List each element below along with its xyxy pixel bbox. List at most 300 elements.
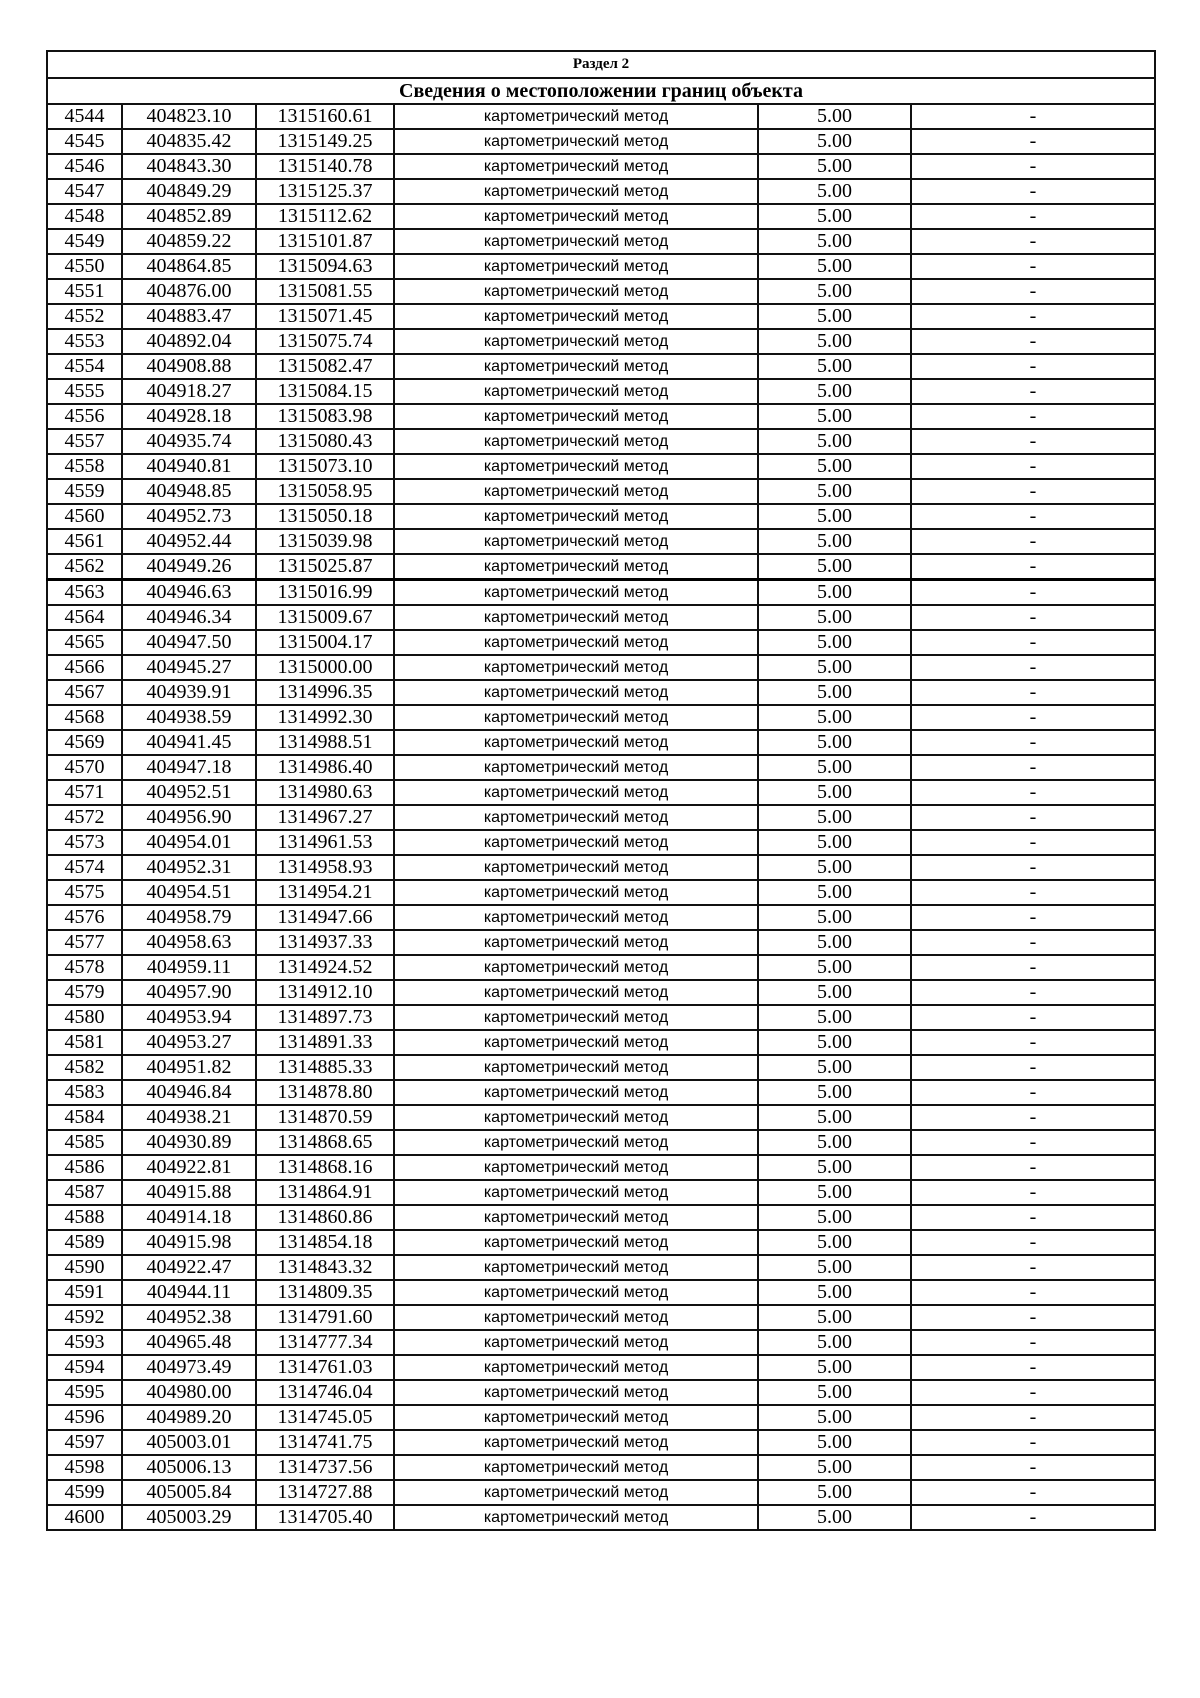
accuracy-cell: 5.00 <box>758 404 911 429</box>
point-number-cell: 4558 <box>47 454 122 479</box>
point-number-cell: 4579 <box>47 980 122 1005</box>
note-cell: - <box>911 254 1155 279</box>
accuracy-cell: 5.00 <box>758 104 911 129</box>
y-coordinate-cell: 1315071.45 <box>256 304 394 329</box>
x-coordinate-cell: 404958.63 <box>122 930 256 955</box>
y-coordinate-cell: 1314868.65 <box>256 1130 394 1155</box>
accuracy-cell: 5.00 <box>758 755 911 780</box>
table-row <box>47 880 1155 905</box>
y-coordinate-cell: 1314996.35 <box>256 680 394 705</box>
y-coordinate-cell: 1314868.16 <box>256 1155 394 1180</box>
note-cell: - <box>911 855 1155 880</box>
x-coordinate-cell: 404945.27 <box>122 655 256 680</box>
accuracy-cell: 5.00 <box>758 204 911 229</box>
y-coordinate-cell: 1314958.93 <box>256 855 394 880</box>
point-number-cell: 4582 <box>47 1055 122 1080</box>
accuracy-cell: 5.00 <box>758 705 911 730</box>
accuracy-cell: 5.00 <box>758 1030 911 1055</box>
table-row <box>47 955 1155 980</box>
x-coordinate-cell: 404938.59 <box>122 705 256 730</box>
accuracy-cell: 5.00 <box>758 1230 911 1255</box>
table-row <box>47 830 1155 855</box>
table-row <box>47 780 1155 805</box>
method-cell: картометрический метод <box>394 354 758 379</box>
y-coordinate-cell: 1315084.15 <box>256 379 394 404</box>
y-coordinate-cell: 1315025.87 <box>256 554 394 580</box>
method-cell: картометрический метод <box>394 1105 758 1130</box>
x-coordinate-cell: 404914.18 <box>122 1205 256 1230</box>
x-coordinate-cell: 404989.20 <box>122 1405 256 1430</box>
method-cell: картометрический метод <box>394 580 758 606</box>
accuracy-cell: 5.00 <box>758 129 911 154</box>
y-coordinate-cell: 1315009.67 <box>256 605 394 630</box>
method-cell: картометрический метод <box>394 1255 758 1280</box>
x-coordinate-cell: 404956.90 <box>122 805 256 830</box>
y-coordinate-cell: 1314878.80 <box>256 1080 394 1105</box>
y-coordinate-cell: 1314854.18 <box>256 1230 394 1255</box>
x-coordinate-cell: 405006.13 <box>122 1455 256 1480</box>
y-coordinate-cell: 1314864.91 <box>256 1180 394 1205</box>
y-coordinate-cell: 1314745.05 <box>256 1405 394 1430</box>
point-number-cell: 4570 <box>47 755 122 780</box>
accuracy-cell: 5.00 <box>758 379 911 404</box>
table-row <box>47 630 1155 655</box>
accuracy-cell: 5.00 <box>758 1380 911 1405</box>
table-row <box>47 329 1155 354</box>
table-row <box>47 1480 1155 1505</box>
point-number-cell: 4566 <box>47 655 122 680</box>
x-coordinate-cell: 404928.18 <box>122 404 256 429</box>
y-coordinate-cell: 1314737.56 <box>256 1455 394 1480</box>
note-cell: - <box>911 1355 1155 1380</box>
table-row <box>47 1130 1155 1155</box>
y-coordinate-cell: 1315125.37 <box>256 179 394 204</box>
point-number-cell: 4590 <box>47 1255 122 1280</box>
note-cell: - <box>911 354 1155 379</box>
table-row <box>47 554 1155 580</box>
table-row <box>47 1330 1155 1355</box>
point-number-cell: 4569 <box>47 730 122 755</box>
y-coordinate-cell: 1314885.33 <box>256 1055 394 1080</box>
table-row <box>47 1230 1155 1255</box>
table-row <box>47 1505 1155 1530</box>
method-cell: картометрический метод <box>394 1455 758 1480</box>
accuracy-cell: 5.00 <box>758 229 911 254</box>
table-row <box>47 254 1155 279</box>
accuracy-cell: 5.00 <box>758 1355 911 1380</box>
y-coordinate-cell: 1314860.86 <box>256 1205 394 1230</box>
y-coordinate-cell: 1314809.35 <box>256 1280 394 1305</box>
point-number-cell: 4594 <box>47 1355 122 1380</box>
table-row <box>47 404 1155 429</box>
point-number-cell: 4554 <box>47 354 122 379</box>
table-row <box>47 129 1155 154</box>
table-row <box>47 1430 1155 1455</box>
accuracy-cell: 5.00 <box>758 1130 911 1155</box>
accuracy-cell: 5.00 <box>758 930 911 955</box>
table-row <box>47 905 1155 930</box>
accuracy-cell: 5.00 <box>758 1480 911 1505</box>
accuracy-cell: 5.00 <box>758 1205 911 1230</box>
note-cell: - <box>911 1230 1155 1255</box>
method-cell: картометрический метод <box>394 1305 758 1330</box>
table-row <box>47 1380 1155 1405</box>
x-coordinate-cell: 404946.34 <box>122 605 256 630</box>
table-row <box>47 930 1155 955</box>
note-cell: - <box>911 1305 1155 1330</box>
note-cell: - <box>911 1330 1155 1355</box>
y-coordinate-cell: 1315075.74 <box>256 329 394 354</box>
x-coordinate-cell: 405003.29 <box>122 1505 256 1530</box>
x-coordinate-cell: 404952.51 <box>122 780 256 805</box>
accuracy-cell: 5.00 <box>758 955 911 980</box>
method-cell: картометрический метод <box>394 529 758 554</box>
point-number-cell: 4591 <box>47 1280 122 1305</box>
method-cell: картометрический метод <box>394 1155 758 1180</box>
table-row <box>47 304 1155 329</box>
method-cell: картометрический метод <box>394 980 758 1005</box>
point-number-cell: 4578 <box>47 955 122 980</box>
table-row <box>47 504 1155 529</box>
note-cell: - <box>911 680 1155 705</box>
x-coordinate-cell: 404835.42 <box>122 129 256 154</box>
x-coordinate-cell: 404849.29 <box>122 179 256 204</box>
table-row <box>47 1205 1155 1230</box>
note-cell: - <box>911 279 1155 304</box>
accuracy-cell: 5.00 <box>758 880 911 905</box>
note-cell: - <box>911 1455 1155 1480</box>
accuracy-cell: 5.00 <box>758 1255 911 1280</box>
note-cell: - <box>911 1055 1155 1080</box>
x-coordinate-cell: 404859.22 <box>122 229 256 254</box>
x-coordinate-cell: 404980.00 <box>122 1380 256 1405</box>
section-heading-row <box>47 78 1155 104</box>
note-cell: - <box>911 1030 1155 1055</box>
table-row <box>47 1280 1155 1305</box>
y-coordinate-cell: 1314986.40 <box>256 755 394 780</box>
x-coordinate-cell: 404935.74 <box>122 429 256 454</box>
y-coordinate-cell: 1314937.33 <box>256 930 394 955</box>
table-row <box>47 655 1155 680</box>
y-coordinate-cell: 1314761.03 <box>256 1355 394 1380</box>
method-cell: картометрический метод <box>394 955 758 980</box>
method-cell: картометрический метод <box>394 554 758 580</box>
table-row <box>47 1105 1155 1130</box>
table-row <box>47 755 1155 780</box>
note-cell: - <box>911 329 1155 354</box>
table-row <box>47 980 1155 1005</box>
table-row <box>47 1180 1155 1205</box>
point-number-cell: 4559 <box>47 479 122 504</box>
method-cell: картометрический метод <box>394 930 758 955</box>
table-row <box>47 454 1155 479</box>
y-coordinate-cell: 1314741.75 <box>256 1430 394 1455</box>
y-coordinate-cell: 1314912.10 <box>256 980 394 1005</box>
point-number-cell: 4568 <box>47 705 122 730</box>
note-cell: - <box>911 1130 1155 1155</box>
x-coordinate-cell: 404953.27 <box>122 1030 256 1055</box>
y-coordinate-cell: 1315140.78 <box>256 154 394 179</box>
accuracy-cell: 5.00 <box>758 1505 911 1530</box>
method-cell: картометрический метод <box>394 204 758 229</box>
method-cell: картометрический метод <box>394 1405 758 1430</box>
y-coordinate-cell: 1315016.99 <box>256 580 394 606</box>
method-cell: картометрический метод <box>394 479 758 504</box>
note-cell: - <box>911 154 1155 179</box>
x-coordinate-cell: 404952.44 <box>122 529 256 554</box>
x-coordinate-cell: 404954.01 <box>122 830 256 855</box>
point-number-cell: 4593 <box>47 1330 122 1355</box>
note-cell: - <box>911 1480 1155 1505</box>
method-cell: картометрический метод <box>394 1480 758 1505</box>
note-cell: - <box>911 1430 1155 1455</box>
table-row <box>47 529 1155 554</box>
y-coordinate-cell: 1315004.17 <box>256 630 394 655</box>
accuracy-cell: 5.00 <box>758 1105 911 1130</box>
note-cell: - <box>911 1405 1155 1430</box>
note-cell: - <box>911 1255 1155 1280</box>
table-row <box>47 1155 1155 1180</box>
accuracy-cell: 5.00 <box>758 1005 911 1030</box>
table-row <box>47 855 1155 880</box>
point-number-cell: 4552 <box>47 304 122 329</box>
point-number-cell: 4550 <box>47 254 122 279</box>
point-number-cell: 4548 <box>47 204 122 229</box>
accuracy-cell: 5.00 <box>758 554 911 580</box>
y-coordinate-cell: 1315000.00 <box>256 655 394 680</box>
table-row <box>47 104 1155 129</box>
note-cell: - <box>911 630 1155 655</box>
table-row <box>47 179 1155 204</box>
note-cell: - <box>911 655 1155 680</box>
point-number-cell: 4586 <box>47 1155 122 1180</box>
boundary-coordinates-table <box>46 50 1156 1531</box>
point-number-cell: 4561 <box>47 529 122 554</box>
accuracy-cell: 5.00 <box>758 580 911 606</box>
x-coordinate-cell: 404876.00 <box>122 279 256 304</box>
point-number-cell: 4576 <box>47 905 122 930</box>
point-number-cell: 4565 <box>47 630 122 655</box>
x-coordinate-cell: 405005.84 <box>122 1480 256 1505</box>
method-cell: картометрический метод <box>394 655 758 680</box>
accuracy-cell: 5.00 <box>758 179 911 204</box>
accuracy-cell: 5.00 <box>758 1455 911 1480</box>
x-coordinate-cell: 404946.84 <box>122 1080 256 1105</box>
method-cell: картометрический метод <box>394 1205 758 1230</box>
note-cell: - <box>911 1105 1155 1130</box>
point-number-cell: 4563 <box>47 580 122 606</box>
accuracy-cell: 5.00 <box>758 479 911 504</box>
accuracy-cell: 5.00 <box>758 504 911 529</box>
method-cell: картометрический метод <box>394 504 758 529</box>
note-cell: - <box>911 429 1155 454</box>
method-cell: картометрический метод <box>394 279 758 304</box>
point-number-cell: 4571 <box>47 780 122 805</box>
point-number-cell: 4546 <box>47 154 122 179</box>
method-cell: картометрический метод <box>394 805 758 830</box>
table-row <box>47 1030 1155 1055</box>
table-row <box>47 1055 1155 1080</box>
x-coordinate-cell: 404947.18 <box>122 755 256 780</box>
x-coordinate-cell: 404958.79 <box>122 905 256 930</box>
y-coordinate-cell: 1315149.25 <box>256 129 394 154</box>
y-coordinate-cell: 1314746.04 <box>256 1380 394 1405</box>
note-cell: - <box>911 955 1155 980</box>
note-cell: - <box>911 780 1155 805</box>
note-cell: - <box>911 580 1155 606</box>
point-number-cell: 4584 <box>47 1105 122 1130</box>
x-coordinate-cell: 404938.21 <box>122 1105 256 1130</box>
method-cell: картометрический метод <box>394 1005 758 1030</box>
method-cell: картометрический метод <box>394 1030 758 1055</box>
point-number-cell: 4583 <box>47 1080 122 1105</box>
method-cell: картометрический метод <box>394 379 758 404</box>
table-row <box>47 1005 1155 1030</box>
table-row <box>47 1455 1155 1480</box>
x-coordinate-cell: 404959.11 <box>122 955 256 980</box>
point-number-cell: 4600 <box>47 1505 122 1530</box>
method-cell: картометрический метод <box>394 830 758 855</box>
method-cell: картометрический метод <box>394 154 758 179</box>
x-coordinate-cell: 404864.85 <box>122 254 256 279</box>
y-coordinate-cell: 1314897.73 <box>256 1005 394 1030</box>
method-cell: картометрический метод <box>394 454 758 479</box>
note-cell: - <box>911 1005 1155 1030</box>
table-row <box>47 1405 1155 1430</box>
note-cell: - <box>911 204 1155 229</box>
accuracy-cell: 5.00 <box>758 279 911 304</box>
table-row <box>47 379 1155 404</box>
method-cell: картометрический метод <box>394 429 758 454</box>
x-coordinate-cell: 404915.98 <box>122 1230 256 1255</box>
x-coordinate-cell: 404949.26 <box>122 554 256 580</box>
accuracy-cell: 5.00 <box>758 429 911 454</box>
accuracy-cell: 5.00 <box>758 805 911 830</box>
y-coordinate-cell: 1314967.27 <box>256 805 394 830</box>
table-row <box>47 204 1155 229</box>
point-number-cell: 4573 <box>47 830 122 855</box>
method-cell: картометрический метод <box>394 1180 758 1205</box>
point-number-cell: 4592 <box>47 1305 122 1330</box>
x-coordinate-cell: 404940.81 <box>122 454 256 479</box>
y-coordinate-cell: 1314891.33 <box>256 1030 394 1055</box>
accuracy-cell: 5.00 <box>758 680 911 705</box>
method-cell: картометрический метод <box>394 630 758 655</box>
accuracy-cell: 5.00 <box>758 905 911 930</box>
table-row <box>47 279 1155 304</box>
method-cell: картометрический метод <box>394 1430 758 1455</box>
accuracy-cell: 5.00 <box>758 1305 911 1330</box>
y-coordinate-cell: 1314791.60 <box>256 1305 394 1330</box>
point-number-cell: 4580 <box>47 1005 122 1030</box>
accuracy-cell: 5.00 <box>758 529 911 554</box>
point-number-cell: 4567 <box>47 680 122 705</box>
y-coordinate-cell: 1315039.98 <box>256 529 394 554</box>
method-cell: картометрический метод <box>394 780 758 805</box>
method-cell: картометрический метод <box>394 1505 758 1530</box>
x-coordinate-cell: 404973.49 <box>122 1355 256 1380</box>
accuracy-cell: 5.00 <box>758 780 911 805</box>
y-coordinate-cell: 1315101.87 <box>256 229 394 254</box>
method-cell: картометрический метод <box>394 329 758 354</box>
y-coordinate-cell: 1314727.88 <box>256 1480 394 1505</box>
x-coordinate-cell: 404952.73 <box>122 504 256 529</box>
point-number-cell: 4572 <box>47 805 122 830</box>
y-coordinate-cell: 1315050.18 <box>256 504 394 529</box>
y-coordinate-cell: 1315160.61 <box>256 104 394 129</box>
point-number-cell: 4557 <box>47 429 122 454</box>
accuracy-cell: 5.00 <box>758 354 911 379</box>
accuracy-cell: 5.00 <box>758 254 911 279</box>
y-coordinate-cell: 1314992.30 <box>256 705 394 730</box>
point-number-cell: 4547 <box>47 179 122 204</box>
table-row <box>47 705 1155 730</box>
x-coordinate-cell: 404944.11 <box>122 1280 256 1305</box>
note-cell: - <box>911 830 1155 855</box>
table-row <box>47 1255 1155 1280</box>
accuracy-cell: 5.00 <box>758 1080 911 1105</box>
point-number-cell: 4581 <box>47 1030 122 1055</box>
y-coordinate-cell: 1314988.51 <box>256 730 394 755</box>
table-row <box>47 479 1155 504</box>
note-cell: - <box>911 1080 1155 1105</box>
method-cell: картометрический метод <box>394 1055 758 1080</box>
x-coordinate-cell: 404892.04 <box>122 329 256 354</box>
point-number-cell: 4577 <box>47 930 122 955</box>
method-cell: картометрический метод <box>394 129 758 154</box>
point-number-cell: 4551 <box>47 279 122 304</box>
note-cell: - <box>911 1155 1155 1180</box>
x-coordinate-cell: 404948.85 <box>122 479 256 504</box>
y-coordinate-cell: 1314705.40 <box>256 1505 394 1530</box>
accuracy-cell: 5.00 <box>758 630 911 655</box>
method-cell: картометрический метод <box>394 1280 758 1305</box>
method-cell: картометрический метод <box>394 1330 758 1355</box>
note-cell: - <box>911 905 1155 930</box>
y-coordinate-cell: 1314924.52 <box>256 955 394 980</box>
note-cell: - <box>911 379 1155 404</box>
accuracy-cell: 5.00 <box>758 655 911 680</box>
x-coordinate-cell: 404922.81 <box>122 1155 256 1180</box>
point-number-cell: 4595 <box>47 1380 122 1405</box>
accuracy-cell: 5.00 <box>758 1280 911 1305</box>
note-cell: - <box>911 1180 1155 1205</box>
y-coordinate-cell: 1314777.34 <box>256 1330 394 1355</box>
note-cell: - <box>911 554 1155 580</box>
y-coordinate-cell: 1314843.32 <box>256 1255 394 1280</box>
note-cell: - <box>911 129 1155 154</box>
note-cell: - <box>911 1205 1155 1230</box>
y-coordinate-cell: 1315082.47 <box>256 354 394 379</box>
table-row <box>47 680 1155 705</box>
point-number-cell: 4589 <box>47 1230 122 1255</box>
y-coordinate-cell: 1314870.59 <box>256 1105 394 1130</box>
table-row <box>47 805 1155 830</box>
note-cell: - <box>911 229 1155 254</box>
y-coordinate-cell: 1314961.53 <box>256 830 394 855</box>
x-coordinate-cell: 404918.27 <box>122 379 256 404</box>
x-coordinate-cell: 404843.30 <box>122 154 256 179</box>
x-coordinate-cell: 404852.89 <box>122 204 256 229</box>
point-number-cell: 4556 <box>47 404 122 429</box>
method-cell: картометрический метод <box>394 605 758 630</box>
method-cell: картометрический метод <box>394 855 758 880</box>
y-coordinate-cell: 1315080.43 <box>256 429 394 454</box>
section-label-row <box>47 51 1155 78</box>
y-coordinate-cell: 1315058.95 <box>256 479 394 504</box>
x-coordinate-cell: 405003.01 <box>122 1430 256 1455</box>
accuracy-cell: 5.00 <box>758 1405 911 1430</box>
